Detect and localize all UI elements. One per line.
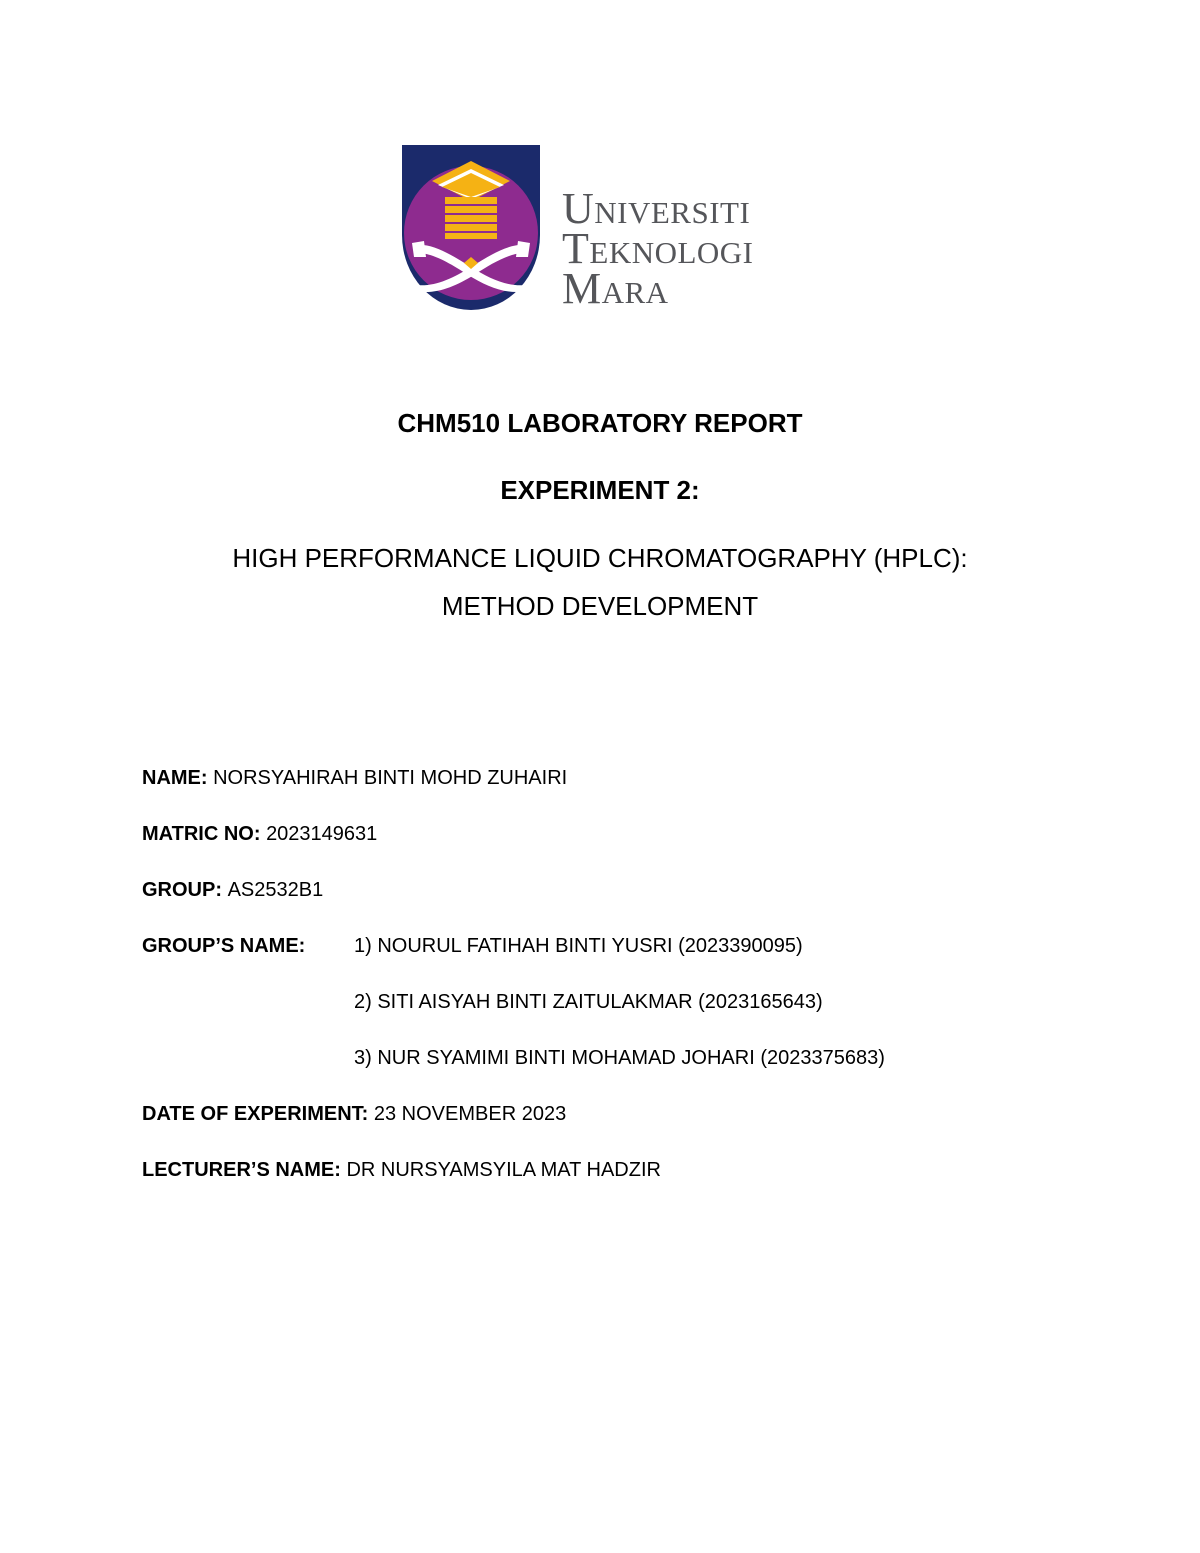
group-value: AS2532B1 xyxy=(227,879,324,901)
lecturer-label: LECTURER’S NAME: xyxy=(142,1159,347,1181)
experiment-title-line2: METHOD DEVELOPMENT xyxy=(441,591,759,621)
name-row xyxy=(142,765,567,791)
group-name-label: GROUP’S NAME: xyxy=(142,935,306,957)
date-row xyxy=(142,1101,566,1127)
name-value: NORSYAHIRAH BINTI MOHD ZUHAIRI xyxy=(213,767,568,789)
logo-jawi-text xyxy=(564,145,804,183)
group-member: 2) SITI AISYAH BINTI ZAITULAKMAR (2023165643) xyxy=(354,991,823,1013)
group-name-row xyxy=(142,933,305,959)
logo-word-mara: Mara xyxy=(562,264,669,313)
group-label: GROUP: xyxy=(142,879,228,901)
experiment-title-line1: HIGH PERFORMANCE LIQUID CHROMATOGRAPHY (HPLC): xyxy=(232,543,968,573)
report-title: CHM510 LABORATORY REPORT xyxy=(397,408,803,438)
lecturer-value: DR NURSYAMSYILA MAT HADZIR xyxy=(346,1159,661,1181)
group-member: 3) NUR SYAMIMI BINTI MOHAMAD JOHARI (2023375683) xyxy=(354,1047,885,1069)
lecturer-row xyxy=(142,1157,661,1183)
matric-row xyxy=(142,821,377,847)
logo-word-universiti: Universiti xyxy=(562,184,751,233)
uitm-logo xyxy=(402,145,802,313)
date-value: 23 NOVEMBER 2023 xyxy=(373,1103,567,1125)
group-row xyxy=(142,877,323,903)
uitm-crest-icon xyxy=(402,145,540,310)
matric-value: 2023149631 xyxy=(266,823,378,845)
matric-label: MATRIC NO: xyxy=(142,823,267,845)
experiment-number: EXPERIMENT 2: xyxy=(500,475,700,505)
logo-word-teknologi: Teknologi xyxy=(562,224,754,273)
name-label: NAME: xyxy=(142,767,214,789)
group-member: 1) NOURUL FATIHAH BINTI YUSRI (2023390095) xyxy=(354,935,803,957)
date-label: DATE OF EXPERIMENT: xyxy=(142,1103,374,1125)
